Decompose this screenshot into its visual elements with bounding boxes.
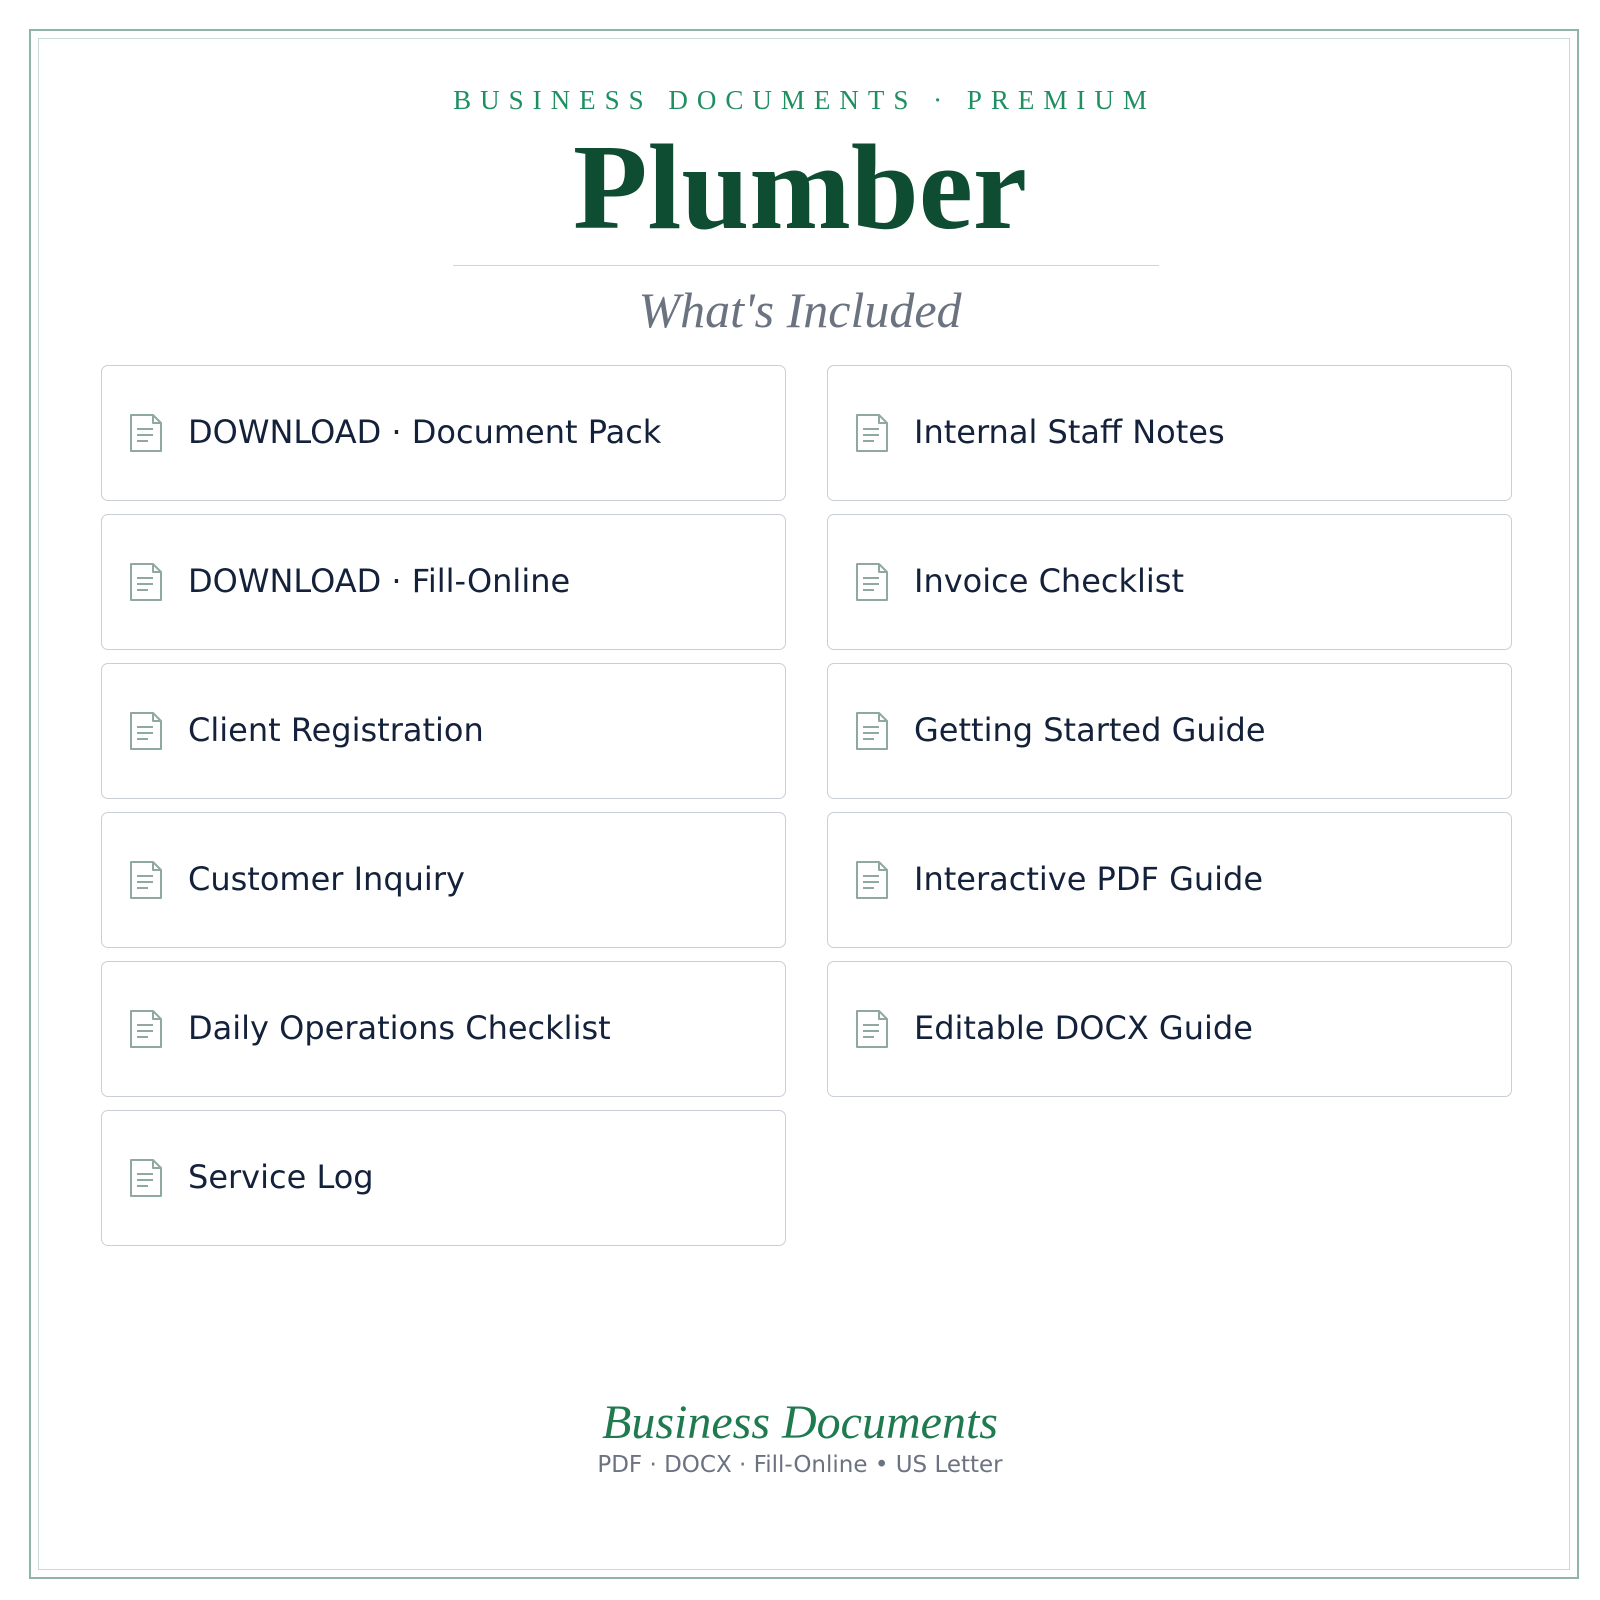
- item-label: Editable DOCX Guide: [914, 1009, 1253, 1047]
- item-label: Daily Operations Checklist: [188, 1009, 611, 1047]
- document-icon: [129, 1009, 163, 1049]
- item-label: Internal Staff Notes: [914, 413, 1225, 451]
- item-label: Invoice Checklist: [914, 562, 1185, 600]
- item-card[interactable]: [827, 514, 1512, 650]
- footer-brand: Business Documents: [602, 1396, 998, 1449]
- document-icon: [855, 860, 889, 900]
- item-card[interactable]: [101, 1110, 786, 1246]
- item-card[interactable]: [827, 961, 1512, 1097]
- section-subtitle: What's Included: [638, 282, 962, 338]
- eyebrow-label: BUSINESS DOCUMENTS · PREMIUM: [453, 85, 1156, 115]
- item-label: Customer Inquiry: [188, 860, 465, 898]
- document-icon: [129, 860, 163, 900]
- item-label: Client Registration: [188, 711, 484, 749]
- document-icon: [855, 562, 889, 602]
- item-card[interactable]: [101, 663, 786, 799]
- item-card[interactable]: [101, 812, 786, 948]
- item-label: DOWNLOAD · Fill-Online: [188, 562, 571, 600]
- document-icon: [129, 413, 163, 453]
- item-label: Interactive PDF Guide: [914, 860, 1264, 898]
- item-card[interactable]: [827, 663, 1512, 799]
- document-icon: [855, 711, 889, 751]
- document-icon: [129, 562, 163, 602]
- item-card[interactable]: [101, 514, 786, 650]
- inner-frame: [38, 38, 1570, 1570]
- item-label: Getting Started Guide: [914, 711, 1266, 749]
- item-label: DOWNLOAD · Document Pack: [188, 413, 662, 451]
- item-card[interactable]: [101, 961, 786, 1097]
- item-card[interactable]: [827, 365, 1512, 501]
- document-icon: [129, 1158, 163, 1198]
- footer-formats: PDF · DOCX · Fill-Online • US Letter: [597, 1452, 1003, 1478]
- document-icon: [855, 413, 889, 453]
- page-title: Plumber: [572, 120, 1028, 255]
- item-card[interactable]: [827, 812, 1512, 948]
- document-icon: [855, 1009, 889, 1049]
- item-card[interactable]: [101, 365, 786, 501]
- item-label: Service Log: [188, 1158, 374, 1196]
- document-icon: [129, 711, 163, 751]
- title-divider: [453, 265, 1159, 266]
